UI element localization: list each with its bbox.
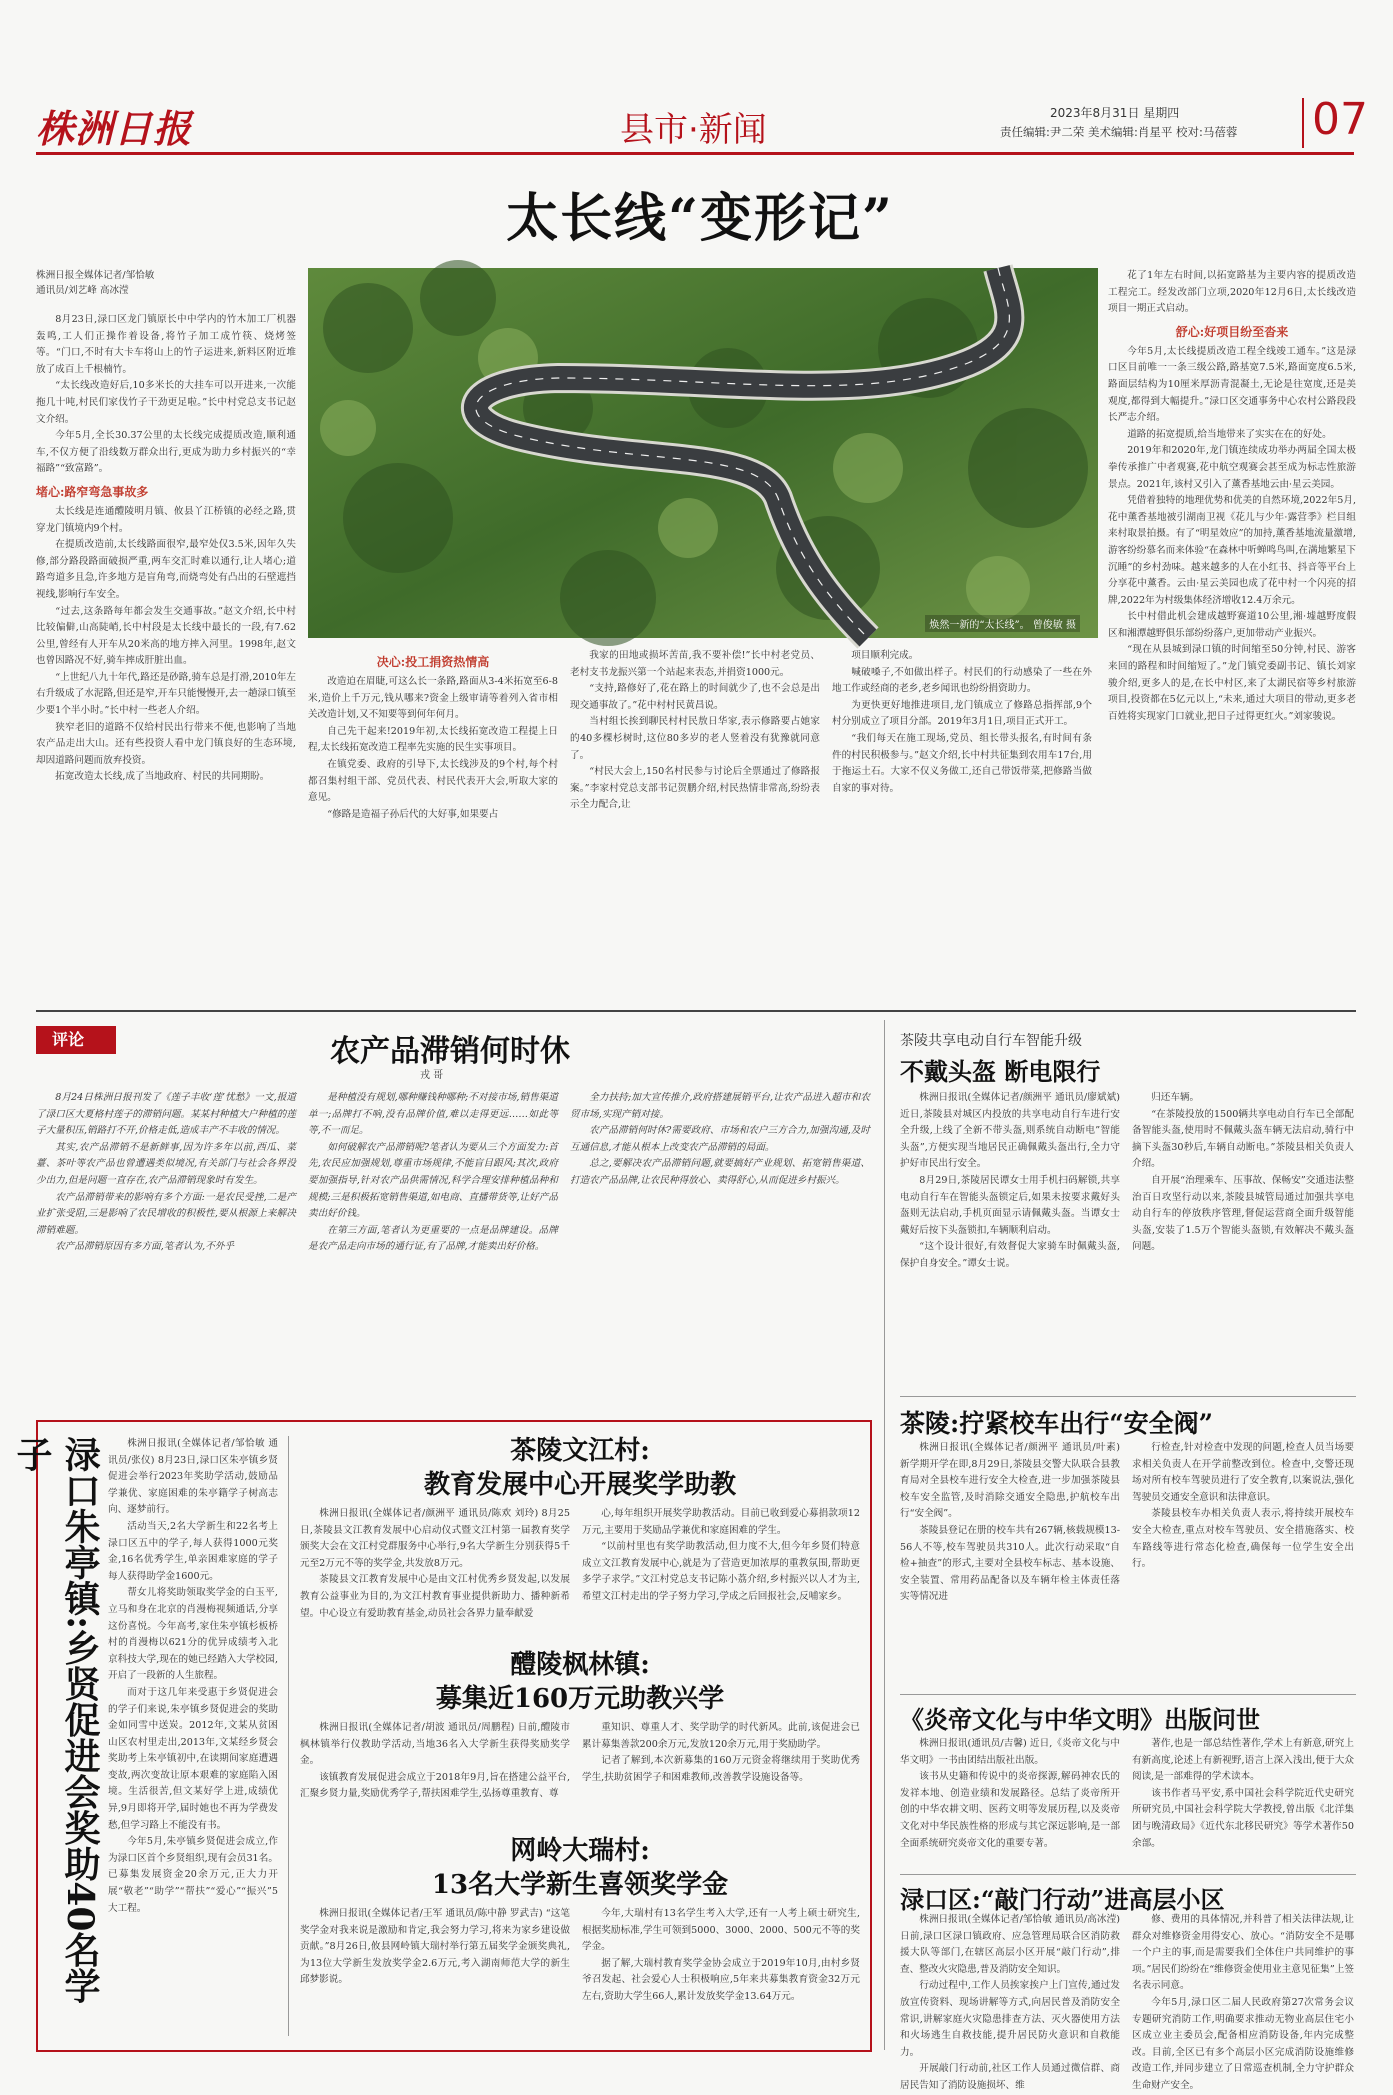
opinion-author: 戎 哥 — [420, 1070, 444, 1081]
paragraph: 今年5月,渌口区二届人民政府第27次常务会议专题研究消防工作,明确要求推动无物业高层住宅小区成立业主委员会,配备相应消防设备,年内完成整改。目前,全区已有多个高层小区完成消防设施维修改造工作,并同步建立了日常巡查机制,全力守护群众生命财产安全。 — [1132, 1996, 1354, 2091]
paragraph: “以前村里也有奖学助教活动,但力度不大,但今年乡贤们特意成立文江教育发展中心,就是为了营造更加浓厚的重教氛围,帮助更多学子求学。”文江村党总支书记陈小荔介绍,乡村振兴以人才为主,希望文江村走出的学子努力学习,学成之后回报社会,反哺家乡。 — [582, 1541, 860, 1602]
paragraph: 株洲日报讯(全媒体记者/胡波 通讯员/周鹏程) 日前,醴陵市枫林镇举行仪教助学活动,当地36名入大学新生获得奖励奖学金。 — [300, 1722, 570, 1767]
bike-kicker: 茶陵共享电动自行车智能升级 — [900, 1033, 1082, 1049]
lead-photo — [308, 268, 1098, 638]
masthead — [0, 0, 1393, 170]
paragraph: 修、费用的具体情况,并科普了相关法律法规,让群众对维修资金用得安心、放心。“消防安全不是哪一个户主的事,而是需要我们全体住户共同维护的事项。”居民们纷纷在“维修资金使用业主意见征集”上签名表示同意。 — [1132, 1914, 1354, 1992]
wangling-column-2 — [582, 1906, 860, 2044]
paragraph: 茶陵县校车办相关负责人表示,将持续开展校车安全大检查,重点对校车驾驶员、安全措施落实、校车路线等进行常态化检查,确保每一位学生安全出行。 — [1132, 1508, 1354, 1570]
paragraph: “过去,这条路每年都会发生交通事故。”赵文介绍,长中村比较偏僻,山高陡峭,长中村段是太长线中最长的一段,有7.62公里,曾经有人开车从20米高的地方摔入河里。1998年,赵文也曾因路况不好,骑车摔成肝脏出血。 — [36, 605, 296, 667]
paragraph: 8月24日株洲日报刊发了《莲子丰收‘莲’忧愁》一文,报道了渌口区大夏格村莲子的滞销问题。某某村种植大户种植的莲子大量积压,销路打不开,价格走低,造成丰产不丰收的情况。 — [36, 1092, 296, 1137]
paragraph: 据了解,大瑞村教育奖学金协会成立于2019年10月,由村乡贤爷召发起、社会爱心人士积极响应,5年来共募集教育资金32万元左右,资助大学生66人,累计发放奖学金13.64万元。 — [582, 1957, 860, 2002]
paragraph: 心,每年组织开展奖学助教活动。目前已收到爱心募捐款项12万元,主要用于奖励品学兼优和家庭困难的学生。 — [582, 1508, 860, 1536]
paragraph: 该镇教育发展促进会成立于2018年9月,旨在搭建公益平台,汇聚乡贤力量,奖励优秀学子,帮扶困难学生,弘扬尊重教育、尊 — [300, 1771, 570, 1800]
newspaper-logo: 株洲日报 — [36, 106, 193, 151]
paragraph: 喊破嗓子,不如做出样子。村民们的行动感染了一些在外地工作或经商的老乡,老乡闻讯也纷纷捐资助力。 — [832, 666, 1092, 695]
lead-byline-correspondents: 通讯员/刘艺峰 高冰滢 — [36, 285, 129, 296]
paragraph: 项目顺利完成。 — [851, 650, 919, 661]
headline-line: 教育发展中心开展奖学助教 — [423, 1470, 736, 1500]
divider — [900, 1694, 1356, 1695]
paragraph: 株洲日报讯(全媒体记者/颜洲平 通讯员/廖斌斌) 近日,茶陵县对城区内投放的共享电动自行车进行安全升级,上线了全新不带头盔,则系统自动断电”智能头盔”,方便实现当地居民正确佩戴头盔出行,全力守护好市民出行安全。 — [900, 1092, 1120, 1170]
column-divider — [884, 1020, 885, 2050]
paragraph: 该书从史籍和传说中的炎帝探源,解码神农氏的发祥本地、创造业绩和发展路径。总结了炎帝所开创的中华农耕文明、医药文明等发展历程,以及炎帝文化对中华民族性格的形成与其它深远影响,是一部全面系统研究炎帝文化的重要专著。 — [900, 1771, 1120, 1849]
fengshu-headline — [300, 1648, 860, 1716]
paragraph: 重知识、尊重人才、奖学助学的时代新风。此前,该促进会已累计募集善款200余万元,发放120余万元,用于奖励助学。 — [582, 1722, 860, 1750]
book-column-1 — [900, 1736, 1120, 1868]
paragraph: 8月29日,茶陵居民谭女士用手机扫码解锁,共享电动自行车在智能头盔锁定后,如果未按要求戴好头盔则无法启动,手机页面显示请佩戴头盔。当谭女士戴好后按下头盔锁扣,车辆顺利启动。 — [900, 1174, 1120, 1236]
lead-byline-reporter: 株洲日报全媒体记者/邹恰敏 — [36, 270, 155, 281]
paragraph: 8月23日,渌口区龙门镇原长中中学内的竹木加工厂机器轰鸣,工人们正操作着设备,将竹子加工成竹筷、烧烤签等。“门口,不时有大卡车将山上的竹子运进来,新料区附近堆放了成百上千根楠竹。 — [36, 314, 296, 375]
paragraph: “太长线改造好后,10多米长的大挂车可以开进来,一次能拖几十吨,村民们家伐竹子干劲更足啦。”长中村党总支书记赵文介绍。 — [36, 380, 296, 425]
school-bus-headline: 茶陵:拧紧校车出行“安全阀” — [900, 1409, 1213, 1438]
opinion-tag: 评论 — [36, 1026, 116, 1054]
paragraph: 今年,大瑞村有13名学生考入大学,还有一人考上硕士研究生,根据奖励标准,学生可领到5000、3000、2000、500元不等的奖学金。 — [582, 1908, 860, 1953]
headline-line: 茶陵文江村: — [510, 1436, 650, 1466]
paragraph: 2019年和2020年,龙门镇连续成功举办两届全国太极拳传承推广中者观赛,花中航空观赛会甚至成为标志性旅游景点。2021年,该村又引入了薰香基地云由·星云美园。 — [1108, 445, 1356, 490]
lead-subhead-2: 决心:投工捐资热情高 — [376, 655, 490, 669]
lead-column-5 — [1108, 268, 1356, 998]
paragraph: 是种植没有规划,哪种赚钱种哪种;不对接市场,销售渠道单一;品牌打不响,没有品牌价值,难以走得更远……如此等等,不一而足。 — [308, 1092, 558, 1137]
bike-column-2 — [1132, 1090, 1354, 1388]
paragraph: 为更快更好地推进项目,龙门镇成立了修路总指挥部,9个村分别成立了项目分部。2019年3月1日,项目正式开工。 — [832, 699, 1092, 728]
opinion-column-1 — [36, 1090, 296, 1408]
paragraph: 行动过程中,工作人员挨家挨户上门宣传,通过发放宣传资料、现场讲解等方式,向居民普及消防安全常识,讲解家庭火灾隐患排查方法、灭火器使用方法和火场逃生自救技能,提升居民防火意识和自救能力。 — [900, 1980, 1120, 2058]
paragraph: 拓宽改造太长线,成了当地政府、村民的共同期盼。 — [55, 771, 270, 783]
paragraph: 开展敲门行动前,社区工作人员通过微信群、商居民告知了消防设施损坏、维 — [900, 2063, 1120, 2091]
paragraph: 株洲日报讯(全媒体记者/颜洲平 通讯员/叶素) 新学期开学在即,8月29日,茶陵县交警大队联合县教育局对全县校车进行安全大检查,进一步加强茶陵县校车安全监管,及时消除交通安全隐患,护航校车出行“安全阀”。 — [900, 1442, 1120, 1520]
lead-subhead-1: 堵心:路窄弯急事故多 — [36, 484, 149, 499]
paragraph: 活动当天,2名大学新生和22名考上渌口区五中的学子,每人获得1000元奖金,16名优秀学生,单亲困难家庭的学子每人获得助学金1600元。 — [108, 1520, 278, 1582]
photo-caption: 焕然一新的“太长线”。 曾俊敏 摄 — [925, 615, 1080, 632]
book-column-2 — [1132, 1736, 1354, 1868]
section-title: 县市·新闻 — [620, 110, 767, 150]
paragraph: 今年5月,太长线提质改造工程全线竣工通车。”这是渌口区目前唯一一条三级公路,路基宽7.5米,路面宽度6.5米,路面层结构为10厘米厚沥青混凝土,无论是往宽度,还是美观度,都得到大幅提升。”渌口区交通事务中心农村公路段段长严志介绍。 — [1108, 345, 1356, 424]
paragraph: 株洲日报讯(全媒体记者/王军 通讯员/陈中静 罗武吉) “这笔奖学金对我来说是激励和肯定,我会努力学习,将来为家乡建设做贡献。”8月26日,攸县网岭镇大瑞村举行第五届奖学金颁奖典礼,为13位大学新生发放奖学金2.6万元,考入湖南师范大学的新生邱梦影说。 — [300, 1908, 570, 1986]
paragraph: 株洲日报讯(全媒体记者/邹恰敏 通讯员/张仪) 8月23日,渌口区朱亭镇乡贤促进会举行2023年奖助学活动,鼓励品学兼优、家庭困难的朱亭籍学子树高志向、逐梦前行。 — [108, 1438, 278, 1516]
opinion-column-3 — [570, 1090, 870, 1408]
bike-column-1 — [900, 1090, 1120, 1388]
lead-column-2 — [308, 648, 558, 998]
paragraph: 记者了解到,本次新募集的160万元资金将继续用于奖助优秀学生,扶助贫困学子和困难教师,改善教学设施设备等。 — [582, 1755, 860, 1783]
paragraph: 当村组长挨到聊民村村民敖日华家,表示修路要占她家的40多棵杉树时,这位80多岁的老人竖着没有犹豫就同意了。 — [570, 716, 820, 761]
lead-column-3 — [570, 648, 820, 998]
paragraph: 农产品滞销何时休?需要政府、市场和农户三方合力,加强沟通,及时互通信息,才能从根本上改变农产品滞销的局面。 — [570, 1125, 870, 1153]
lead-bottom-rule — [36, 1010, 1356, 1012]
paragraph: 今年5月,全长30.37公里的太长线完成提质改造,顺利通车,不仅方便了沿线数万群众出行,更成为助力乡村振兴的“幸福路”“致富路”。 — [36, 430, 296, 475]
paragraph: “修路是造福子孙后代的大好事,如果要占 — [327, 808, 499, 820]
fengshu-column-2 — [582, 1720, 860, 1820]
paragraph: “支持,路修好了,花在路上的时间就少了,也不会总是出现交通事故了。”花中村村民黄昌说。 — [570, 683, 820, 711]
editor-credits: 责任编辑:尹二荣 美术编辑:肖星平 校对:马蓓蓉 — [1000, 125, 1238, 139]
paragraph: 太长线是连通醴陵明月镇、攸县丫江桥镇的必经之路,贯穿龙门镇境内9个村。 — [36, 505, 296, 534]
paragraph: 茶陵县文江教育发展中心是由文江村优秀乡贤发起,以发展教育公益事业为目的,为文江村教育事业提供新助力、播种新希望。中心设立有爱助教育基金,动员社会各界力量奉献爱 — [300, 1574, 570, 1619]
page-separator — [1302, 98, 1304, 148]
paragraph: 茶陵县登记在册的校车共有267辆,核载规模13-56人不等,校车驾驶员共310人。此次行动采取“自检+抽查”的形式,主要对全县校车标志、基本设施、安全装置、常用药品配备以及车辆年检主体责任落实等情况进 — [900, 1524, 1120, 1603]
paragraph: 全力扶持;加大宣传推介,政府搭建展销平台,让农产品进入超市和农贸市场,实现产销对接。 — [570, 1092, 870, 1120]
paragraph: 狭窄老旧的道路不仅给村民出行带来不便,也影响了当地农产品走出大山。还有些投资人看中龙门镇良好的生态环境,却因道路问题而放弃投资。 — [36, 721, 296, 766]
zhuting-vertical-headline: 渌口朱亭镇:乡贤促进会奖助40名学子 — [11, 1436, 101, 2004]
paragraph: “我们每天在施工现场,党员、组长带头报名,有时间有条件的村民积极参与。”赵文介绍,长中村共征集到农用车17台,用于拖运土石。大家不仅义务做工,还自己带饭带菜,把修路当做自家的事对待。 — [832, 732, 1092, 794]
headline-line: 募集近160万元助教兴学 — [435, 1684, 725, 1714]
paragraph: 自开展“治理乘车、压事故、保畅安”交通违法整治百日攻坚行动以来,茶陵县城管局通过加强共享电动自行车的停放秩序管理,督促运营商全面升级智能头盔,安装了1.5万个智能头盔锁,有效解决不戴头盔问题。 — [1132, 1174, 1354, 1253]
paragraph: 道路的拓宽提质,给当地带来了实实在在的好处。 — [1127, 428, 1332, 440]
book-headline: 《炎帝文化与中华文明》出版问世 — [900, 1705, 1260, 1734]
paragraph: “现在从县城到渌口镇的时间缩至50分钟,村民、游客来回的路程和时间缩短了。”龙门镇党委副书记、镇长刘家骏介绍,更多人的是,在长中村区,来了太湖民宿等乡村旅游项目,投资都在5亿元以上,“未来,通过大项目的带动,更多老百姓将实现家门口就业,把日子过得更红火。”刘家骏说。 — [1108, 644, 1356, 722]
paragraph: 而对于这几年来受惠于乡贤促进会的学子们来说,朱亭镇乡贤促进会的奖助金如同雪中送炭。2012年,文某从贫困山区农村里走出,2013年,文某经乡贤会奖助考上朱亭镇初中,在读期间家庭遭遇变故,两次变故让原本艰难的家庭陷入困境。生活很苦,但文某好学上进,成绩优异,9月即将开学,届时她也不再为学费发愁,但学习路上不能没有书。 — [108, 1686, 278, 1831]
page-number: 07 — [1312, 94, 1368, 145]
paragraph: 株洲日报讯(全媒体记者/颜洲平 通讯员/陈欢 刘玲) 8月25日,茶陵县文江教育发展中心启动仪式暨文江村第一届教育奖学颁奖大会在文江村党群服务中心举行,9名大学新生分别获得5千元至2万元不等的奖学金,共发放8万元。 — [300, 1508, 570, 1569]
paragraph: 我家的田地或损坏苦苗,我不要补偿!”长中村老党员、老村支书龙振兴第一个站起来表态,并捐资1000元。 — [570, 650, 820, 678]
paragraph: “村民大会上,150名村民参与讨论后全票通过了修路报案。”李家村党总支部书记贺鹏介绍,村民热情非常高,纷纷表示全力配合,让 — [570, 766, 820, 811]
paragraph: 总之,要解决农产品滞销问题,就要搞好产业规划、拓宽销售渠道、打造农产品品牌,让农民种得放心、卖得舒心,从而促进乡村振兴。 — [570, 1158, 870, 1186]
wenjiang-column-2 — [582, 1506, 860, 1636]
paragraph: 农产品滞销带来的影响有多个方面:一是农民受挫,二是产业扩张受阻,三是影响了农民增收的积极性,要从根源上来解决滞销难题。 — [36, 1191, 296, 1236]
lead-byline — [36, 268, 296, 298]
winding-road-photo — [308, 268, 1098, 638]
school-bus-column-2 — [1132, 1440, 1354, 1688]
paragraph: 该书作者马平安,系中国社会科学院近代史研究所研究员,中国社会科学院大学教授,曾出版《北洋集团与晚清政局》《近代东北移民研究》等学术著作50余部。 — [1132, 1787, 1354, 1849]
issue-date: 2023年8月31日 星期四 — [1050, 106, 1180, 120]
lead-column-4 — [832, 648, 1092, 998]
knock-headline: 渌口区:“敲门行动”进高层小区 — [900, 1885, 1225, 1914]
divider — [900, 1874, 1356, 1875]
paragraph: “在茶陵投放的1500辆共享电动自行车已全部配备智能头盔,使用时不佩戴头盔车辆无法启动,骑行中摘下头盔30秒后,车辆自动断电。”茶陵县相关负责人介绍。 — [1132, 1108, 1354, 1170]
knock-column-1 — [900, 1912, 1120, 2091]
wenjiang-column-1 — [300, 1506, 570, 1636]
opinion-headline: 农产品滞销何时休 — [330, 1034, 570, 1069]
paragraph: 在第三方面,笔者认为更重要的一点是品牌建设。品牌是农产品走向市场的通行证,有了品牌,才能卖出好价格。 — [308, 1224, 558, 1253]
paragraph: “这个设计很好,有效督促大家骑车时佩戴头盔,保护自身安全。”谭女士说。 — [900, 1241, 1120, 1269]
headline-line: 醴陵枫林镇: — [510, 1650, 650, 1680]
paragraph: 改造迫在眉睫,可这么长一条路,路面从3-4米拓宽至6-8米,造价上千万元,钱从哪来?资金上级审请等着列入省市相关改造计划,又不知要等到何年何月。 — [308, 676, 558, 721]
paragraph: 长中村借此机会建成越野赛道10公里,湘·墟越野度假区和湘潭越野俱乐部纷纷落户,更加带动产业振兴。 — [1108, 611, 1356, 639]
lead-headline: 太长线“变形记” — [506, 188, 894, 249]
paragraph: 如何破解农产品滞销呢?笔者认为要从三个方面发力:首先,农民应加强规划,尊重市场规律,不能盲目跟风;其次,政府要加强指导,针对农产品供需情况,科学合理安排种植品种和规模;三是积极拓宽销售渠道,如电商、直播带货等,让好产品卖出好价钱。 — [308, 1141, 558, 1220]
wenjiang-headline — [300, 1434, 860, 1502]
column-divider — [288, 1436, 289, 2036]
paragraph: 农产品滞销原因有多方面,笔者认为,不外乎 — [55, 1241, 234, 1253]
wangling-headline — [300, 1834, 860, 1902]
zhuting-column — [108, 1436, 278, 2044]
paragraph: 株洲日报讯(通讯员/吉馨) 近日,《炎帝文化与中华文明》一书由团结出版社出版。 — [900, 1738, 1120, 1766]
lead-subhead-3: 舒心:好项目纷至沓来 — [1175, 324, 1289, 339]
wangling-column-1 — [300, 1906, 570, 2044]
paragraph: 归还车辆。 — [1151, 1092, 1200, 1103]
divider — [900, 1396, 1356, 1397]
paragraph: 行检查,针对检查中发现的问题,检查人员当场要求相关负责人在开学前整改到位。检查中,交警还现场对所有校车驾驶员进行了安全教育,以案说法,强化驾驶员交通安全意识和法律意识。 — [1132, 1442, 1354, 1503]
school-bus-column-1 — [900, 1440, 1120, 1688]
paragraph: 帮女儿将奖助领取奖学金的白玉平,立马和身在北京的肖漫梅视频通话,分享这份喜悦。今年高考,家住朱亭镇杉板桥村的肖漫梅以621分的优异成绩考入北京科技大学,现在的她已经踏入大学校园,开启了一段新的人生旅程。 — [108, 1587, 278, 1682]
paragraph: 其实,农产品滞销不是新鲜事,因为许多年以前,西瓜、菜薹、茶叶等农产品也曾遭遇类似境况,有关部门与社会各界没少出力,但是问题一直存在,农产品滞销现象时有发生。 — [36, 1141, 296, 1186]
opinion-column-2 — [308, 1090, 558, 1408]
masthead-rule — [36, 152, 1354, 155]
fengshu-column-1 — [300, 1720, 570, 1820]
headline-line: 网岭大瑞村: — [510, 1836, 650, 1866]
paragraph: 在提质改造前,太长线路面很窄,最窄处仅3.5米,因年久失修,部分路段路面破损严重,两车交汇时难以通行,让人堵心;道路弯道多且急,许多地方是盲角弯,而烧弯处有凸出的石壁遮挡视线,影响行车安全。 — [36, 539, 296, 600]
paragraph: 今年5月,朱亭镇乡贤促进会成立,作为渌口区首个乡贤组织,现有会员31名。已募集发展资金20余万元,正大力开展“敬老”“助学”“帮扶”“爱心”“振兴”5大工程。 — [108, 1836, 278, 1914]
paragraph: 株洲日报讯(全媒体记者/邹恰敏 通讯员/高冰滢) 日前,渌口区渌口镇政府、应急管理局联合区消防救援大队等部门,在辖区高层小区开展“敲门行动”,排查、整改火灾隐患,普及消防安全知识。 — [900, 1914, 1120, 1975]
bike-headline: 不戴头盔 断电限行 — [900, 1057, 1101, 1086]
paragraph: 著作,也是一部总结性著作,学术上有新意,研究上有新高度,论述上有新视野,语言上深入浅出,便于大众阅读,是一部难得的学术读本。 — [1132, 1738, 1354, 1783]
headline-line: 13名大学新生喜领奖学金 — [431, 1870, 729, 1900]
paragraph: “上世纪八九十年代,路还是砂路,骑车总是打滑,2010年左右升级成了水泥路,但还是窄,开车只能慢慢开,去一趟渌口镇至少要1个半小时。”长中村一些老人介绍。 — [36, 671, 296, 717]
paragraph: 自己先干起来!2019年初,太长线拓宽改造工程提上日程,太长线拓宽改造工程率先实施的民生实事项目。 — [308, 725, 558, 754]
paragraph: 在镇党委、政府的引导下,太长线涉及的9个村,每个村都召集村组干部、党员代表、村民代表开大会,听取大家的意见。 — [308, 758, 558, 804]
paragraph: 凭借着独特的地理优势和优美的自然环境,2022年5月,花中薰香基地被引湖南卫视《花儿与少年·露营季》栏目组来村取景拍摄。有了“明星效应”的加持,薰香基地流量激增,游客纷纷慕名而来体验“在森林中听蝉鸣鸟叫,在满地繁星下沉睡”的乡村劲味。越来越多的人在小红书、抖音等平台上分享花中薰香。云由·星云美园也成了花中村一个闪亮的招牌,2022年为村级集体经济增收12.4万余元。 — [1108, 495, 1356, 606]
paragraph: 花了1年左右时间,以拓宽路基为主要内容的提质改造工程完工。经发改部门立项,2020年12月6日,太长线改造项目一期正式启动。 — [1108, 270, 1356, 315]
knock-column-2 — [1132, 1912, 1354, 2091]
